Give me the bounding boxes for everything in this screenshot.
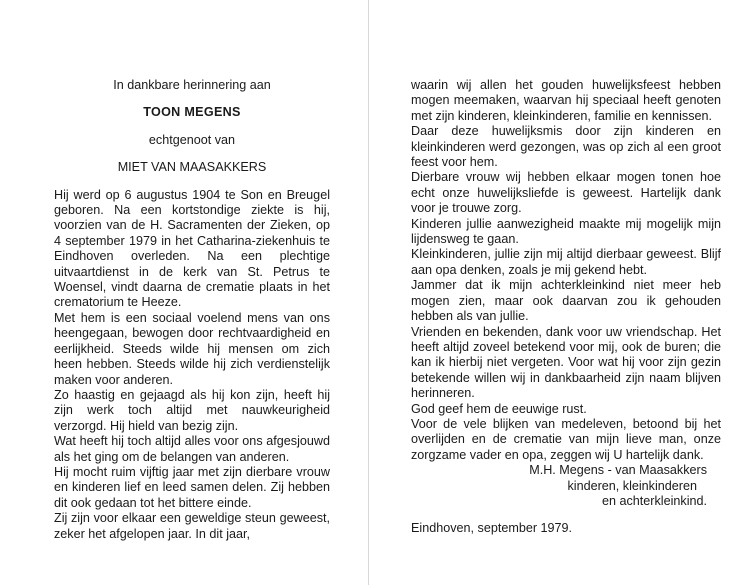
signature-line: en achterkleinkind. [601, 493, 707, 508]
closing-prayer: God geef hem de eeuwige rust. [411, 401, 587, 416]
tribute-paragraph: Dierbare vrouw wij hebben elkaar mogen tonen hoe echt onze huwelijksliefde is geweest. Hartelijk dank voor je trouwe zorg. [411, 170, 721, 216]
tribute-paragraph: Vrienden en bekenden, dank voor uw vriendschap. Het heeft altijd zoveel betekend voor mij, ook de buren; die kan ik hierbij niet vergeten. Voor wat hij voor zijn gezin betekende willen wij in dankbaarheid zijn naam blijven herinneren. [411, 324, 721, 401]
signature-line: M.H. Megens - van Maasakkers [529, 463, 707, 478]
tribute-paragraph: Wat heeft hij toch altijd alles voor ons afgesjouwd als het ging om de belangen van anderen. [54, 434, 330, 464]
spouse-name: MIET VAN MAASAKKERS [117, 160, 267, 175]
biography-paragraph: Hij werd op 6 augustus 1904 te Son en Breugel geboren. Na een kortstondige ziekte is hij, voorzien van de H. Sacramenten der Zieken, op 4 september 1979 in het Catharina-ziekenhuis te Eindhoven overleden. Na een plechtige uitvaartdienst in de kerk van St. Petrus te Woensel, vindt daarna de crematie plaats in het crematorium te Heeze. [54, 187, 330, 310]
tribute-paragraph: Kinderen jullie aanwezigheid maakte mij mogelijk mijn lijdensweg te gaan. [411, 216, 721, 247]
intro-text: In dankbare herinnering aan [113, 78, 271, 92]
tribute-paragraph: Zij zijn voor elkaar een geweldige steun geweest, zeker het afgelopen jaar. In dit jaar, [54, 511, 330, 541]
tribute-paragraph: waarin wij allen het gouden huwelijksfeest hebben mogen meemaken, waarvan hij speciaal heeft genoten met zijn kinderen, kleinkinderen, familie en kennissen. [411, 78, 721, 123]
signature-line: kinderen, kleinkinderen [567, 478, 697, 493]
tribute-paragraph: Daar deze huwelijksmis door zijn kinderen en kleinkinderen werd gezongen, was op zich al een groot feest voor hem. [411, 124, 721, 170]
right-column [411, 78, 721, 537]
tribute-paragraph: Met hem is een sociaal voelend mens van ons heengegaan, bewogen door rechtvaardigheid en eerlijkheid. Steeds wilde hij mensen om zich heen hebben. Steeds wilde hij zich verdienstelijk maken voor anderen. [54, 310, 330, 387]
tribute-paragraph: Hij mocht ruim vijftig jaar met zijn dierbare vrouw en kinderen lief en leed samen delen. Zij hebben dit ook gedaan tot het bittere einde. [54, 464, 330, 510]
left-column [54, 78, 330, 542]
tribute-paragraph: Jammer dat ik mijn achterkleinkind niet meer heb mogen zien, maar ook daarvan zou ik gehouden hebben als van jullie. [411, 278, 721, 324]
place-date: Eindhoven, september 1979. [411, 521, 573, 536]
deceased-name: TOON MEGENS [143, 105, 241, 120]
card-header [54, 78, 330, 176]
card-fold-line [368, 0, 369, 585]
tribute-paragraph: Zo haastig en gejaagd als hij kon zijn, heeft hij zijn werk toch altijd met nauwkeurigheid verzorgd. Hij hield van bezig zijn. [54, 387, 330, 433]
thanks-paragraph: Voor de vele blijken van medeleven, betoond bij het overlijden en de crematie van mijn lieve man, onze zorgzame vader en opa, zeggen wij U hartelijk dank. [411, 416, 721, 462]
tribute-paragraph: Kleinkinderen, jullie zijn mij altijd dierbaar geweest. Blijf aan opa denken, zoals je mij gekend hebt. [411, 247, 721, 277]
relation-text: echtgenoot van [148, 132, 236, 147]
signature-block [411, 463, 721, 509]
